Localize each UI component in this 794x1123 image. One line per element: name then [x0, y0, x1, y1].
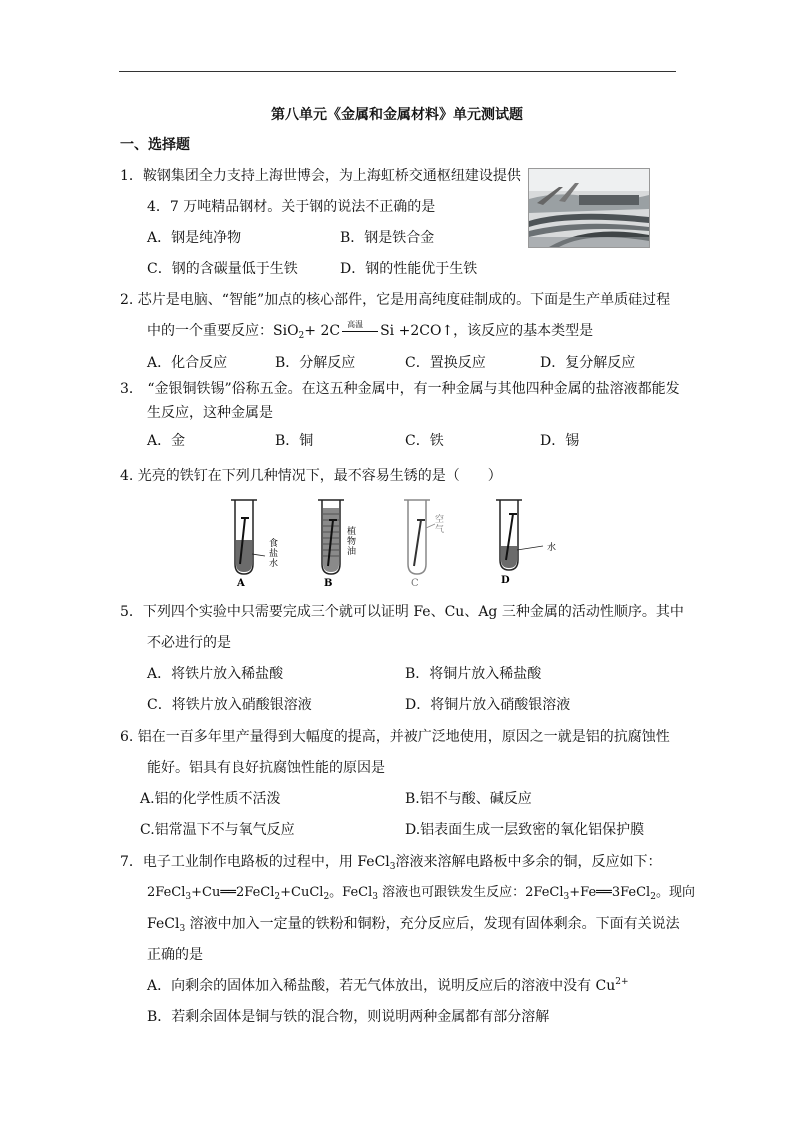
reaction-condition-label: 高温	[347, 320, 364, 329]
q7-option-a	[147, 977, 629, 995]
exam-title: 第八单元《金属和金属材料》单元测试题	[271, 107, 523, 123]
tube-d	[496, 500, 543, 570]
q3-option-b: B．铜	[275, 433, 314, 449]
q7-l2-m: 。现向	[655, 885, 695, 900]
hongqiao-hub-photo	[528, 168, 650, 248]
q2-option-c: C．置换反应	[405, 355, 486, 371]
tube-d-label: D	[501, 575, 510, 586]
q7-l2-b: 3	[185, 892, 192, 902]
q2-text-mid: + 2C	[304, 323, 341, 339]
q7-l2-h: 3	[372, 892, 379, 902]
q5-stem-line2: 不必进行的是	[147, 635, 231, 651]
q2-option-a: A．化合反应	[147, 355, 228, 371]
reaction-condition	[340, 322, 380, 340]
q3-stem-line2: 生反应，这种金属是	[147, 405, 273, 421]
q7-l3-b: 3	[179, 924, 186, 934]
reaction-arrow-line	[342, 331, 378, 332]
q2-option-d: D．复分解反应	[540, 355, 636, 371]
q5-stem-line1: 5．下列四个实验中只需要完成三个就可以证明 Fe、Cu、Ag 三种金属的活动性顺序。其中	[120, 604, 684, 620]
tube-b	[318, 500, 344, 574]
q7-l2-a: 2FeCl	[147, 885, 186, 900]
q7-l2-c: +Cu══2FeCl	[191, 885, 275, 900]
q7-l2-i: 溶液也可跟铁发生反应：2FeCl	[378, 885, 564, 900]
q2-text-after: Si +2CO↑，该反应的基本类型是	[380, 323, 594, 339]
q5-option-c: C．将铁片放入硝酸银溶液	[147, 697, 312, 713]
q3-option-a: A．金	[147, 433, 186, 449]
q6-option-b: B.铝不与酸、碱反应	[405, 791, 532, 807]
q7-l1-part2: 溶液来溶解电路板中多余的铜，反应如下：	[395, 854, 662, 870]
q7-l1-part1: 7．电子工业制作电路板的过程中，用 FeCl	[120, 854, 390, 870]
q3-option-d: D．锡	[540, 433, 580, 449]
q6-option-c: C.铝常温下不与氧气反应	[140, 822, 295, 838]
tube-c-note-1: 空	[435, 515, 445, 525]
q7-stem-line1	[120, 853, 662, 871]
q7-option-a-charge: 2+	[615, 977, 629, 987]
q7-stem-line2	[147, 884, 695, 902]
tube-b-note-2: 物	[347, 537, 357, 547]
q7-l2-k: +Fe══3FeCl	[569, 885, 651, 900]
tube-c-label: C	[411, 578, 419, 588]
q1-option-a: A．钢是纯净物	[147, 230, 242, 246]
q5-option-b: B．将铜片放入稀盐酸	[405, 666, 542, 682]
q3-option-c: C．铁	[405, 433, 444, 449]
q5-option-a: A．将铁片放入稀盐酸	[147, 666, 284, 682]
q6-option-a: A.铝的化学性质不活泼	[140, 791, 281, 807]
tube-c-note-2: 气	[435, 525, 445, 535]
q4-stem: 4. 光亮的铁钉在下列几种情况下，最不容易生锈的是（ ）	[120, 468, 502, 484]
header-rule	[119, 71, 676, 72]
q7-l2-l: 2	[650, 892, 656, 902]
q7-stem-line3	[147, 915, 680, 933]
q7-option-a-text: A．向剩余的固体加入稀盐酸，若无气体放出，说明反应后的溶液中没有 Cu	[147, 978, 616, 994]
q7-l1-sub: 3	[389, 862, 396, 872]
q6-stem-line2: 能好。铝具有良好抗腐蚀性能的原因是	[147, 760, 385, 776]
q2-stem-line1: 2. 芯片是电脑、“智能”加点的核心部件，它是用高纯度硅制成的。下面是生产单质硅过程	[120, 292, 671, 308]
tube-a-label: A	[237, 578, 245, 588]
tube-b-note-3: 油	[347, 547, 357, 557]
q7-l2-g: 。FeCl	[329, 885, 373, 900]
tube-a-note-1: 食	[269, 539, 279, 549]
q7-l2-e: +CuCl	[280, 885, 324, 900]
q3-stem-line1: 3． “金银铜铁锡”俗称五金。在这五种金属中，有一种金属与其他四种金属的盐溶液都能发	[120, 381, 680, 397]
tube-b-label: B	[324, 578, 333, 588]
q6-stem-line1: 6. 铝在一百多年里产量得到大幅度的提高，并被广泛地使用，原因之一就是铝的抗腐蚀性	[120, 729, 670, 745]
q7-option-b: B．若剩余固体是铜与铁的混合物，则说明两种金属都有部分溶解	[147, 1009, 550, 1025]
q2-option-b: B．分解反应	[275, 355, 356, 371]
tube-d-note-1: 水	[547, 543, 557, 553]
q7-l3-c: 溶液中加入一定量的铁粉和铜粉，充分反应后，发现有固体剩余。下面有关说法	[185, 916, 680, 932]
tube-a-note-2: 盐	[269, 549, 279, 559]
section-heading: 一、选择题	[120, 137, 190, 153]
q6-option-d: D.铝表面生成一层致密的氧化铝保护膜	[405, 822, 645, 838]
q7-l2-f: 2	[323, 892, 330, 902]
q1-option-d: D．钢的性能优于生铁	[340, 261, 478, 277]
tube-c	[404, 500, 435, 574]
q2-subscript: 2	[298, 331, 305, 341]
tube-a-note-3: 水	[269, 559, 279, 569]
test-tubes-figure	[225, 494, 565, 588]
q1-option-b: B．钢是铁合金	[340, 230, 435, 246]
q7-l3-a: FeCl	[147, 916, 180, 932]
q2-stem-line2	[147, 322, 593, 340]
tube-b-note-1: 植	[347, 527, 357, 537]
q1-stem-line1: 1．鞍钢集团全力支持上海世博会，为上海虹桥交通枢纽建设提供	[120, 168, 521, 184]
q7-stem-line4: 正确的是	[147, 947, 203, 963]
q5-option-d: D．将铜片放入硝酸银溶液	[405, 697, 571, 713]
q1-option-c: C．钢的含碳量低于生铁	[147, 261, 298, 277]
q2-text-before: 中的一个重要反应：SiO	[147, 323, 299, 339]
q7-l2-j: 3	[563, 892, 570, 902]
q7-l2-d: 2	[274, 892, 281, 902]
tube-a	[231, 500, 265, 574]
q1-stem-line2: 4．7 万吨精品钢材。关于钢的说法不正确的是	[147, 199, 436, 215]
